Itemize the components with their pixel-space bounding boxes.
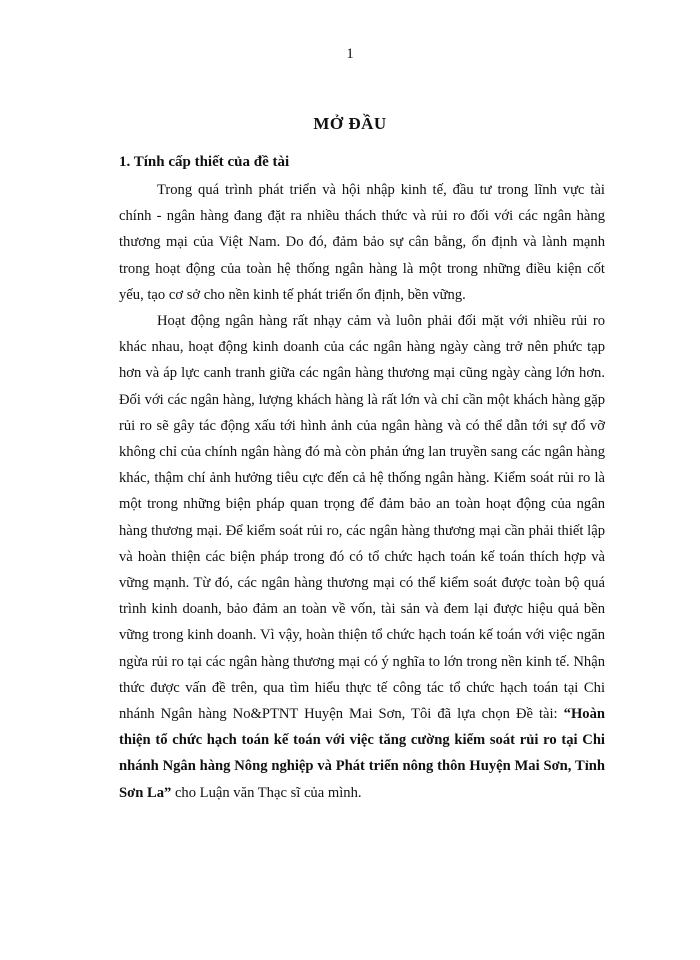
thesis-topic: “Hoàn thiện tổ chức hạch toán kế toán với việc tăng cường kiểm soát rủi ro tại Chi nhánh Ngân hàng Nông nghiệp và Phát triển nông thôn Huyện Mai Sơn, Tỉnh Sơn La” — [119, 706, 605, 801]
paragraph-2-end: cho Luận văn Thạc sĩ của mình. — [174, 784, 362, 801]
paragraph-2-text: Hoạt động ngân hàng rất nhạy cảm và luôn phải đối mặt với nhiều rủi ro khác nhau, hoạt động kinh doanh của các ngân hàng ngày càng trở nên phức tạp hơn và áp lực canh tranh giữa các ngân hàng thương mại cũng ngày càng lớn hơn. Đối với các ngân hàng, lượng khách hàng là rất lớn và chỉ cần một khách hàng gặp rủi ro sẽ gây tác động xấu tới hình ảnh của ngân hàng và có thể dẫn tới sự đổ vỡ không chỉ của chính ngân hàng đó mà còn phản ứng lan truyền sang các ngân hàng khác, thậm chí ảnh hưởng tiêu cực đến cả hệ thống ngân hàng. Kiểm soát rủi ro là một trong những biện pháp quan trọng để đảm bảo an toàn hoạt động của ngân hàng thương mại. Để kiểm soát rủi ro, các ngân hàng thương mại cần phải thiết lập và hoàn thiện các biện pháp trong đó có tổ chức hạch toán kế toán thích hợp và vững mạnh. Từ đó, các ngân hàng thương mại có thể kiểm soát được toàn bộ quá trình kinh doanh, bảo đảm an toàn về vốn, tài sản và đem lại được hiệu quả bền vững trong kinh doanh. Vì vậy, hoàn thiện tổ chức hạch toán kế toán với việc ngăn ngừa rủi ro tại các ngân hàng thương mại có ý nghĩa to lớn trong nền kinh tế. Nhận thức được vấn đề trên, qua tìm hiểu thực tế công tác tổ chức hạch toán tại Chi nhánh Ngân hàng No&PTNT Huyện Mai Sơn, Tôi đã lựa chọn Đề tài: — [119, 313, 605, 723]
page-number: 1 — [346, 46, 354, 62]
paragraph-2 — [119, 308, 605, 806]
section-heading: 1. Tính cấp thiết của đề tài — [119, 154, 290, 170]
page-title: MỞ ĐẦU — [313, 114, 387, 133]
section-body — [119, 177, 605, 806]
paragraph-1: Trong quá trình phát triển và hội nhập kinh tế, đầu tư trong lĩnh vực tài chính - ngân hàng đang đặt ra nhiều thách thức và rủi ro đối với các ngân hàng thương mại của Việt Nam. Do đó, đảm bảo sự cân bằng, ổn định và lành mạnh trong hoạt động của toàn hệ thống ngân hàng là một trong những điều kiện cốt yếu, tạo cơ sở cho nền kinh tế phát triển ổn định, bền vững. — [119, 182, 605, 303]
